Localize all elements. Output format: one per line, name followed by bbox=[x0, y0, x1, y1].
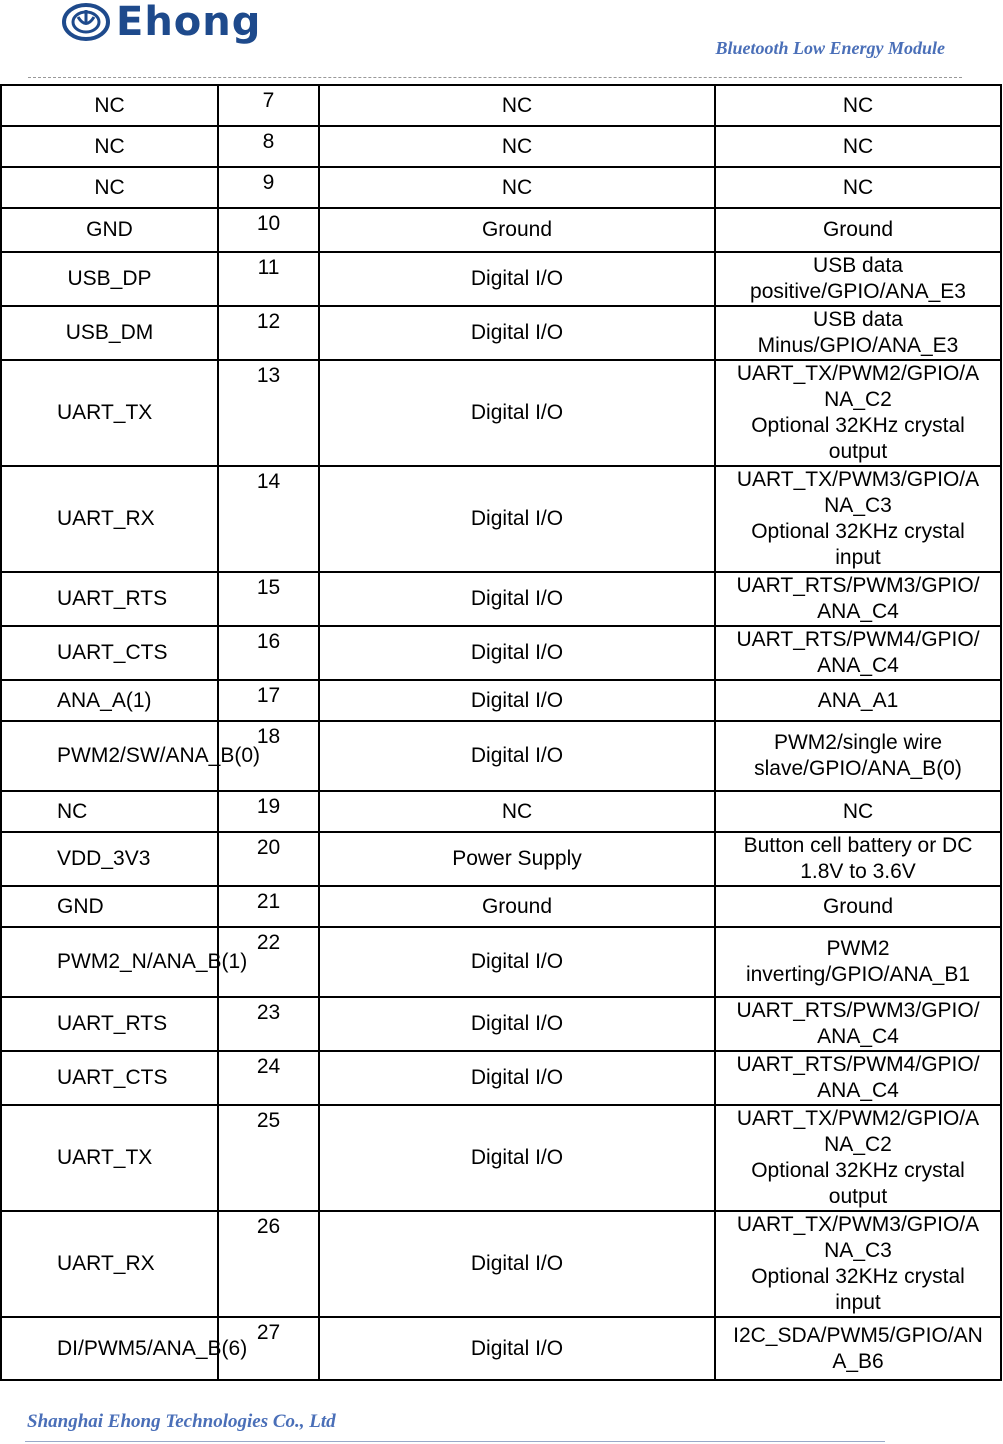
pin-name-cell: USB_DM bbox=[1, 306, 218, 360]
pin-description-cell: UART_RTS/PWM3/GPIO/ ANA_C4 bbox=[715, 572, 1001, 626]
pin-type-cell: Digital I/O bbox=[319, 927, 715, 997]
table-row bbox=[1, 1051, 1001, 1105]
table-row bbox=[1, 466, 1001, 572]
pin-description-cell: UART_TX/PWM2/GPIO/A NA_C2 Optional 32KHz crystal output bbox=[715, 1105, 1001, 1211]
pin-number-cell: 18 bbox=[218, 721, 319, 791]
pin-description-cell: UART_RTS/PWM4/GPIO/ ANA_C4 bbox=[715, 1051, 1001, 1105]
pin-type-cell: Digital I/O bbox=[319, 626, 715, 680]
table-row bbox=[1, 1317, 1001, 1380]
pin-description-cell: NC bbox=[715, 791, 1001, 832]
pin-description-cell: UART_RTS/PWM4/GPIO/ ANA_C4 bbox=[715, 626, 1001, 680]
footer-company: Shanghai Ehong Technologies Co., Ltd bbox=[27, 1411, 336, 1432]
table-row bbox=[1, 572, 1001, 626]
table-row bbox=[1, 886, 1001, 927]
pin-number-cell: 11 bbox=[218, 252, 319, 306]
pin-number-cell: 19 bbox=[218, 791, 319, 832]
pin-description-cell: NC bbox=[715, 167, 1001, 208]
pin-type-cell: Digital I/O bbox=[319, 1105, 715, 1211]
table-row bbox=[1, 927, 1001, 997]
brand-name: Ehong bbox=[116, 0, 262, 45]
pin-number-cell: 16 bbox=[218, 626, 319, 680]
pin-description-cell: ANA_A1 bbox=[715, 680, 1001, 721]
pin-number-cell: 10 bbox=[218, 208, 319, 252]
pin-name-cell: UART_RX bbox=[1, 466, 218, 572]
pin-table-body bbox=[1, 85, 1001, 1380]
company-logo bbox=[62, 0, 261, 44]
pin-number-cell: 26 bbox=[218, 1211, 319, 1317]
pin-table bbox=[0, 84, 1002, 1381]
document-subtitle: Bluetooth Low Energy Module bbox=[715, 38, 945, 58]
pin-name-cell: UART_CTS bbox=[1, 626, 218, 680]
pin-type-cell: Digital I/O bbox=[319, 360, 715, 466]
table-row bbox=[1, 126, 1001, 167]
table-row bbox=[1, 1211, 1001, 1317]
pin-name-cell: NC bbox=[1, 167, 218, 208]
pin-description-cell: UART_TX/PWM3/GPIO/A NA_C3 Optional 32KHz crystal input bbox=[715, 1211, 1001, 1317]
pin-number-cell: 8 bbox=[218, 126, 319, 167]
pin-type-cell: NC bbox=[319, 167, 715, 208]
pin-type-cell: Digital I/O bbox=[319, 252, 715, 306]
pin-number-cell: 12 bbox=[218, 306, 319, 360]
pin-description-cell: UART_TX/PWM2/GPIO/A NA_C2 Optional 32KHz crystal output bbox=[715, 360, 1001, 466]
pin-name-cell: UART_TX bbox=[1, 360, 218, 466]
pin-type-cell: Digital I/O bbox=[319, 1051, 715, 1105]
pin-name-cell: NC bbox=[1, 126, 218, 167]
table-row bbox=[1, 832, 1001, 886]
pin-description-cell: UART_RTS/PWM3/GPIO/ ANA_C4 bbox=[715, 997, 1001, 1051]
pin-number-cell: 21 bbox=[218, 886, 319, 927]
table-row bbox=[1, 306, 1001, 360]
table-row bbox=[1, 721, 1001, 791]
pin-name-cell: VDD_3V3 bbox=[1, 832, 218, 886]
pin-name-cell: ANA_A(1) bbox=[1, 680, 218, 721]
pin-description-cell: I2C_SDA/PWM5/GPIO/AN A_B6 bbox=[715, 1317, 1001, 1380]
footer-divider bbox=[25, 1441, 885, 1442]
pin-description-cell: Button cell battery or DC 1.8V to 3.6V bbox=[715, 832, 1001, 886]
pin-number-cell: 17 bbox=[218, 680, 319, 721]
table-row bbox=[1, 1105, 1001, 1211]
pin-name-cell: UART_RX bbox=[1, 1211, 218, 1317]
pin-number-cell: 7 bbox=[218, 85, 319, 126]
pin-description-cell: USB data positive/GPIO/ANA_E3 bbox=[715, 252, 1001, 306]
pin-type-cell: NC bbox=[319, 126, 715, 167]
pin-number-cell: 25 bbox=[218, 1105, 319, 1211]
table-row bbox=[1, 626, 1001, 680]
pin-description-cell: NC bbox=[715, 85, 1001, 126]
table-row bbox=[1, 997, 1001, 1051]
table-row bbox=[1, 208, 1001, 252]
pin-name-cell: DI/PWM5/ANA_B(6) bbox=[1, 1317, 218, 1380]
pin-number-cell: 22 bbox=[218, 927, 319, 997]
pin-number-cell: 24 bbox=[218, 1051, 319, 1105]
pin-name-cell: NC bbox=[1, 791, 218, 832]
pin-description-cell: UART_TX/PWM3/GPIO/A NA_C3 Optional 32KHz crystal input bbox=[715, 466, 1001, 572]
pin-description-cell: USB data Minus/GPIO/ANA_E3 bbox=[715, 306, 1001, 360]
table-row bbox=[1, 167, 1001, 208]
header-divider bbox=[28, 77, 962, 78]
pin-type-cell: NC bbox=[319, 85, 715, 126]
pin-type-cell: Power Supply bbox=[319, 832, 715, 886]
pin-name-cell: UART_TX bbox=[1, 1105, 218, 1211]
pin-name-cell: UART_RTS bbox=[1, 572, 218, 626]
pin-number-cell: 14 bbox=[218, 466, 319, 572]
pin-number-cell: 20 bbox=[218, 832, 319, 886]
ehong-logo-icon bbox=[62, 2, 110, 42]
pin-type-cell: Ground bbox=[319, 208, 715, 252]
pin-type-cell: NC bbox=[319, 791, 715, 832]
pin-description-cell: PWM2/single wire slave/GPIO/ANA_B(0) bbox=[715, 721, 1001, 791]
table-row bbox=[1, 252, 1001, 306]
pin-description-cell: NC bbox=[715, 126, 1001, 167]
pin-number-cell: 15 bbox=[218, 572, 319, 626]
table-row bbox=[1, 791, 1001, 832]
pin-type-cell: Digital I/O bbox=[319, 680, 715, 721]
pin-number-cell: 9 bbox=[218, 167, 319, 208]
pin-name-cell: NC bbox=[1, 85, 218, 126]
pin-name-cell: USB_DP bbox=[1, 252, 218, 306]
pin-type-cell: Digital I/O bbox=[319, 306, 715, 360]
pin-number-cell: 13 bbox=[218, 360, 319, 466]
pin-name-cell: GND bbox=[1, 208, 218, 252]
pin-type-cell: Ground bbox=[319, 886, 715, 927]
pin-number-cell: 27 bbox=[218, 1317, 319, 1380]
pin-type-cell: Digital I/O bbox=[319, 572, 715, 626]
pin-description-cell: Ground bbox=[715, 208, 1001, 252]
table-row bbox=[1, 85, 1001, 126]
pin-name-cell: PWM2/SW/ANA_B(0) bbox=[1, 721, 218, 791]
pin-name-cell: UART_RTS bbox=[1, 997, 218, 1051]
pin-type-cell: Digital I/O bbox=[319, 466, 715, 572]
pin-type-cell: Digital I/O bbox=[319, 721, 715, 791]
pin-name-cell: GND bbox=[1, 886, 218, 927]
pin-number-cell: 23 bbox=[218, 997, 319, 1051]
pin-description-cell: PWM2 inverting/GPIO/ANA_B1 bbox=[715, 927, 1001, 997]
table-row bbox=[1, 360, 1001, 466]
pin-type-cell: Digital I/O bbox=[319, 1317, 715, 1380]
pin-description-cell: Ground bbox=[715, 886, 1001, 927]
pin-name-cell: UART_CTS bbox=[1, 1051, 218, 1105]
pin-type-cell: Digital I/O bbox=[319, 997, 715, 1051]
pin-type-cell: Digital I/O bbox=[319, 1211, 715, 1317]
pin-name-cell: PWM2_N/ANA_B(1) bbox=[1, 927, 218, 997]
table-row bbox=[1, 680, 1001, 721]
